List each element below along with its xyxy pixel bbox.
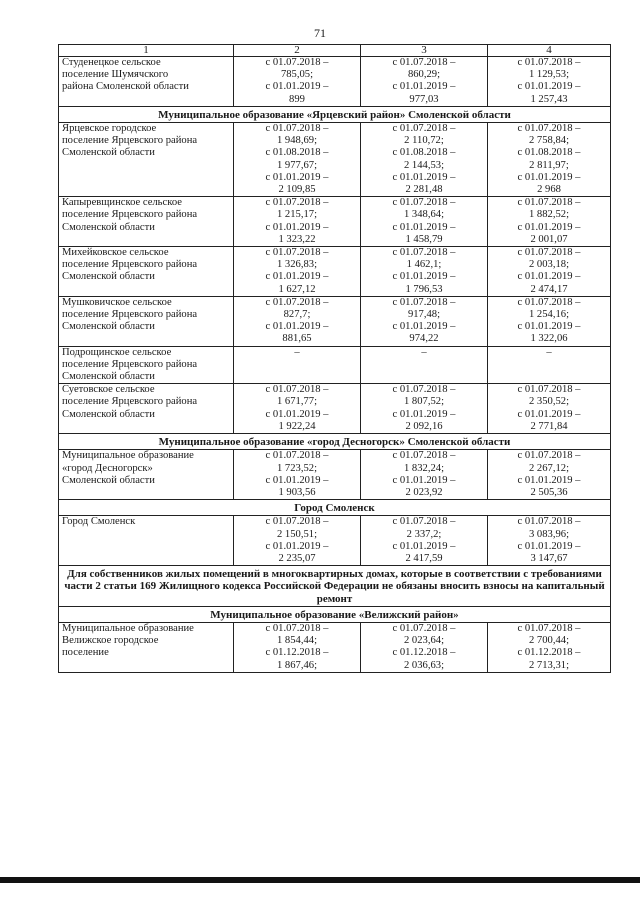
rate-cell: [234, 296, 361, 346]
rate-line: 2 150,51;: [276, 528, 318, 540]
rate-line: с 01.01.2019 –: [392, 408, 456, 420]
rate-line: 1 323,22: [278, 233, 316, 245]
name-line: Муниципальное образование: [62, 450, 194, 462]
rate-line: с 01.07.2018 –: [392, 57, 456, 68]
rate-cell: [488, 123, 611, 197]
name-line: поселение Ярцевского района: [62, 358, 198, 370]
rate-line: 2 350,52;: [528, 396, 570, 408]
bottom-border-bar: [0, 877, 640, 883]
rate-cell: [234, 197, 361, 247]
rate-cell: [234, 622, 361, 672]
name-line: поселение Ярцевского района: [62, 259, 198, 271]
rate-line: с 01.01.2019 –: [265, 221, 329, 233]
rate-line: с 01.07.2018 –: [392, 450, 456, 462]
column-header: 3: [361, 45, 488, 57]
rate-line: 2 505,36: [530, 486, 568, 498]
rate-line: с 01.01.2019 –: [392, 474, 456, 486]
rate-line: с 01.01.2019 –: [517, 171, 581, 183]
rate-line: 827,7;: [283, 309, 311, 321]
name-line: Суетовское сельское: [62, 384, 155, 396]
section-header-row: [59, 434, 611, 450]
settlement-name: [59, 450, 234, 500]
section-title: Муниципальное образование «Велижский район»: [59, 606, 611, 622]
rate-line: с 01.08.2018 –: [392, 147, 456, 159]
rate-line: 1 322,06: [530, 333, 568, 345]
rate-line: 1 348,64;: [403, 209, 445, 221]
rate-line: с 01.07.2018 –: [265, 622, 329, 634]
rate-cell: [361, 384, 488, 434]
rate-line: 1 807,52;: [403, 396, 445, 408]
rate-line: с 01.01.2019 –: [265, 81, 329, 93]
rate-line: с 01.01.2019 –: [265, 474, 329, 486]
rate-line: с 01.01.2019 –: [265, 171, 329, 183]
name-line: Студенецкое сельское: [62, 57, 161, 68]
section-title: Муниципальное образование «Ярцевский район» Смоленской области: [59, 106, 611, 122]
rate-line: с 01.07.2018 –: [517, 197, 581, 209]
rate-line: с 01.01.2019 –: [517, 321, 581, 333]
section-header-row: [59, 500, 611, 516]
table-row: [59, 296, 611, 346]
rate-line: 899: [289, 93, 305, 105]
name-line: Смоленской области: [62, 271, 155, 283]
column-header: 1: [59, 45, 234, 57]
rate-line: 2 036,63;: [403, 659, 445, 671]
column-header-row: [59, 45, 611, 57]
section-header-row: [59, 106, 611, 122]
rate-line: –: [294, 346, 300, 358]
rate-line: 1 903,56: [278, 486, 316, 498]
column-header: 2: [234, 45, 361, 57]
rate-line: 1 922,24: [278, 420, 316, 432]
rate-line: с 01.01.2019 –: [517, 474, 581, 486]
name-line: Муниципальное образование: [62, 622, 194, 634]
rate-cell: [488, 296, 611, 346]
rate-cell: [361, 516, 488, 566]
settlement-name: [59, 197, 234, 247]
rate-line: 2 281,48: [405, 184, 443, 196]
rate-line: с 01.08.2018 –: [265, 147, 329, 159]
rate-cell: [234, 247, 361, 297]
name-line: Смоленской области: [62, 474, 155, 486]
rate-line: с 01.01.2019 –: [392, 271, 456, 283]
rate-line: 1 867,46;: [276, 659, 318, 671]
rate-line: с 01.01.2019 –: [265, 321, 329, 333]
rate-line: 2 700,44;: [528, 635, 570, 647]
name-line: Капыревщинское сельское: [62, 197, 182, 209]
rate-line: 1 326,83;: [276, 259, 318, 271]
rate-line: с 01.01.2019 –: [517, 408, 581, 420]
rate-line: 881,65: [282, 333, 312, 345]
rate-line: с 01.01.2019 –: [392, 171, 456, 183]
rate-line: с 01.07.2018 –: [517, 622, 581, 634]
name-line: поселение Ярцевского района: [62, 209, 198, 221]
rate-line: 785,05;: [280, 69, 314, 81]
rate-line: с 01.07.2018 –: [517, 296, 581, 308]
rate-line: 1 215,17;: [276, 209, 318, 221]
table-row: [59, 346, 611, 384]
name-line: Смоленской области: [62, 408, 155, 420]
rate-line: 977,03: [409, 93, 439, 105]
column-header: 4: [488, 45, 611, 57]
rate-line: с 01.07.2018 –: [517, 516, 581, 528]
settlement-name: [59, 346, 234, 384]
rate-line: 2 023,64;: [403, 635, 445, 647]
rate-line: с 01.01.2019 –: [517, 81, 581, 93]
rate-line: 917,48;: [407, 309, 441, 321]
settlement-name: [59, 384, 234, 434]
rate-line: с 01.01.2019 –: [517, 271, 581, 283]
rate-line: с 01.07.2018 –: [517, 384, 581, 396]
rate-cell: [361, 450, 488, 500]
name-line: Мушковичское сельское: [62, 296, 172, 308]
section-title: Для собственников жилых помещений в многоквартирных домах, которые в соответствии с требованиями части 2 статьи 169 Жилищного кодекса Российской Федерации не обязаны вносить взносы на капитальный ремонт: [59, 566, 611, 607]
rate-line: с 01.07.2018 –: [517, 123, 581, 135]
rate-line: 974,22: [409, 333, 439, 345]
rate-line: 2 003,18;: [528, 259, 570, 271]
rate-cell: [361, 622, 488, 672]
rate-line: 2 474,17: [530, 283, 568, 295]
rate-line: с 01.07.2018 –: [517, 247, 581, 259]
name-line: поселение Ярцевского района: [62, 309, 198, 321]
rate-cell: [361, 57, 488, 107]
rate-line: 2 811,97;: [529, 159, 569, 171]
rate-line: с 01.07.2018 –: [265, 247, 329, 259]
rate-line: 1 854,44;: [276, 635, 318, 647]
rate-line: –: [421, 346, 427, 358]
rate-cell: [234, 123, 361, 197]
name-line: Смоленской области: [62, 371, 155, 383]
rate-line: с 01.01.2019 –: [392, 81, 456, 93]
rate-line: 2 417,59: [405, 552, 443, 564]
settlement-name: [59, 296, 234, 346]
rate-cell: [488, 247, 611, 297]
rate-line: 1 462,1;: [406, 259, 442, 271]
rate-line: 1 882,52;: [528, 209, 570, 221]
settlement-name: [59, 57, 234, 107]
name-line: поселение Ярцевского района: [62, 135, 198, 147]
rate-line: 1 948,69;: [276, 135, 318, 147]
table-row: [59, 57, 611, 107]
settlement-name: [59, 123, 234, 197]
rate-line: 2 713,31;: [528, 659, 570, 671]
table-row: [59, 123, 611, 197]
rate-cell: [488, 197, 611, 247]
rate-line: с 01.01.2019 –: [517, 221, 581, 233]
table-row: [59, 450, 611, 500]
rate-cell: [361, 123, 488, 197]
rate-cell: [361, 247, 488, 297]
name-line: Ярцевское городское: [62, 123, 157, 135]
rate-line: 2 144,53;: [403, 159, 445, 171]
rate-line: 2 267,12;: [528, 462, 570, 474]
rate-cell: [361, 197, 488, 247]
rate-cell: [234, 57, 361, 107]
name-line: «город Десногорск»: [62, 462, 153, 474]
rate-line: с 01.07.2018 –: [517, 57, 581, 68]
rate-line: 1 627,12: [278, 283, 316, 295]
page-number: 71: [314, 26, 326, 40]
rate-cell: [234, 450, 361, 500]
name-line: Смоленской области: [62, 147, 155, 159]
rate-line: 1 832,24;: [403, 462, 445, 474]
rate-cell: [234, 346, 361, 384]
name-line: поселение Шумячского: [62, 69, 169, 81]
rate-line: 2 337,2;: [406, 528, 442, 540]
name-line: Подрощинское сельское: [62, 346, 172, 358]
section-header-row: [59, 566, 611, 607]
rate-line: с 01.07.2018 –: [265, 197, 329, 209]
rate-line: с 01.12.2018 –: [392, 647, 456, 659]
rate-cell: [234, 516, 361, 566]
rate-line: с 01.12.2018 –: [517, 647, 581, 659]
rate-line: 2 001,07: [530, 233, 568, 245]
rate-line: 860,29;: [407, 69, 441, 81]
rate-line: с 01.07.2018 –: [392, 516, 456, 528]
table-row: [59, 247, 611, 297]
rate-line: с 01.07.2018 –: [265, 450, 329, 462]
rate-cell: [234, 384, 361, 434]
name-line: поселение Ярцевского района: [62, 396, 198, 408]
rate-line: 1 254,16;: [528, 309, 570, 321]
rate-line: 2 771,84: [530, 420, 568, 432]
rate-line: с 01.07.2018 –: [265, 516, 329, 528]
name-line: Смоленской области: [62, 221, 155, 233]
rate-line: с 01.08.2018 –: [517, 147, 581, 159]
name-line: Михейковское сельское: [62, 247, 169, 259]
rate-line: 1 671,77;: [276, 396, 318, 408]
rate-line: 3 147,67: [530, 552, 568, 564]
rate-line: 2 110,72;: [404, 135, 444, 147]
rate-cell: [361, 346, 488, 384]
section-header-row: [59, 606, 611, 622]
rate-line: с 01.01.2019 –: [392, 221, 456, 233]
rate-line: 2 235,07: [278, 552, 316, 564]
name-line: Город Смоленск: [62, 516, 136, 528]
table-row: [59, 622, 611, 672]
name-line: Смоленской области: [62, 321, 155, 333]
rate-line: с 01.01.2019 –: [265, 540, 329, 552]
table-row: [59, 384, 611, 434]
rate-cell: [488, 622, 611, 672]
settlement-name: [59, 247, 234, 297]
table-row: [59, 197, 611, 247]
rate-line: с 01.07.2018 –: [392, 384, 456, 396]
rate-line: с 01.07.2018 –: [392, 123, 456, 135]
rate-cell: [488, 346, 611, 384]
rate-line: 1 257,43: [530, 93, 568, 105]
rate-line: с 01.07.2018 –: [517, 450, 581, 462]
settlement-name: [59, 622, 234, 672]
rate-line: 1 723,52;: [276, 462, 318, 474]
tariff-table: [58, 44, 611, 673]
rate-line: с 01.07.2018 –: [265, 123, 329, 135]
rate-line: с 01.07.2018 –: [392, 622, 456, 634]
rate-line: с 01.01.2019 –: [265, 408, 329, 420]
rate-line: 2 109,85: [278, 184, 316, 196]
rate-line: с 01.07.2018 –: [265, 296, 329, 308]
rate-cell: [488, 450, 611, 500]
name-line: района Смоленской области: [62, 81, 189, 93]
rate-line: 3 083,96;: [528, 528, 570, 540]
rate-cell: [488, 384, 611, 434]
rate-line: 1 977,67;: [276, 159, 318, 171]
rate-line: 1 129,53;: [528, 69, 570, 81]
rate-line: с 01.01.2019 –: [265, 271, 329, 283]
rate-line: 1 458,79: [405, 233, 443, 245]
rate-line: 2 758,84;: [528, 135, 570, 147]
rate-line: с 01.07.2018 –: [392, 296, 456, 308]
rate-line: с 01.12.2018 –: [265, 647, 329, 659]
settlement-name: [59, 516, 234, 566]
rate-line: 1 796,53: [405, 283, 443, 295]
rate-line: с 01.01.2019 –: [392, 540, 456, 552]
rate-line: 2 968: [537, 184, 561, 196]
name-line: Велижское городское: [62, 635, 159, 647]
rate-cell: [361, 296, 488, 346]
rate-line: с 01.07.2018 –: [265, 57, 329, 68]
name-line: поселение: [62, 647, 109, 659]
section-title: Город Смоленск: [59, 500, 611, 516]
rate-cell: [488, 516, 611, 566]
rate-line: 2 023,92: [405, 486, 443, 498]
table-row: [59, 516, 611, 566]
rate-line: 2 092,16: [405, 420, 443, 432]
rate-line: с 01.07.2018 –: [392, 247, 456, 259]
rate-line: –: [546, 346, 552, 358]
rate-line: с 01.07.2018 –: [265, 384, 329, 396]
rate-cell: [488, 57, 611, 107]
section-title: Муниципальное образование «город Десногорск» Смоленской области: [59, 434, 611, 450]
rate-line: с 01.07.2018 –: [392, 197, 456, 209]
rate-line: с 01.01.2019 –: [392, 321, 456, 333]
rate-line: с 01.01.2019 –: [517, 540, 581, 552]
